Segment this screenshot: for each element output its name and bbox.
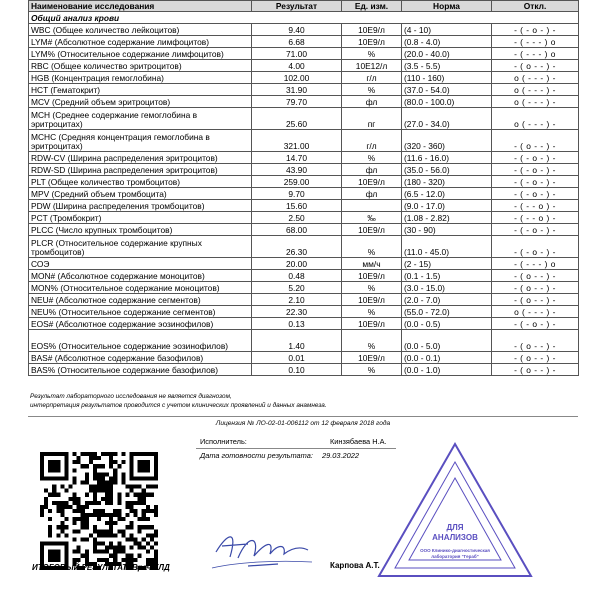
stamp-text-1: ДЛЯ: [446, 523, 464, 532]
cell-norm: (2 - 15): [402, 258, 492, 270]
cell-unit: %: [342, 152, 402, 164]
header-unit: Ед. изм.: [342, 1, 402, 12]
cell-unit: 10E9/л: [342, 36, 402, 48]
cell-result: 15.60: [252, 200, 342, 212]
table-row: [29, 60, 579, 72]
results-table: [28, 0, 579, 376]
cell-unit: 10E9/л: [342, 318, 402, 330]
cell-name: RDW-SD (Ширина распределения эритроцитов): [29, 164, 252, 176]
cell-norm: (80.0 - 100.0): [402, 96, 492, 108]
cell-name: MON# (Абсолютное содержание моноцитов): [29, 270, 252, 282]
cell-flag: - ( - - - ) o: [492, 258, 579, 270]
table-row: [29, 176, 579, 188]
cell-norm: (3.5 - 5.5): [402, 60, 492, 72]
cell-result: 0.13: [252, 318, 342, 330]
cell-unit: %: [342, 306, 402, 318]
cell-unit: 10E9/л: [342, 294, 402, 306]
cell-flag: - ( - - o ) -: [492, 200, 579, 212]
cell-unit: %: [342, 48, 402, 60]
cell-norm: (35.0 - 56.0): [402, 164, 492, 176]
table-row: [29, 294, 579, 306]
table-row: [29, 96, 579, 108]
cell-norm: (20.0 - 40.0): [402, 48, 492, 60]
cell-flag: o ( - - - ) -: [492, 306, 579, 318]
header-result: Результат: [252, 1, 342, 12]
cell-norm: (6.5 - 12.0): [402, 188, 492, 200]
cell-norm: (27.0 - 34.0): [402, 108, 492, 130]
cell-norm: (30 - 90): [402, 224, 492, 236]
cell-flag: o ( - - - ) -: [492, 108, 579, 130]
header-flag: Откл.: [492, 1, 579, 12]
table-row: [29, 152, 579, 164]
cell-flag: - ( o - - ) -: [492, 60, 579, 72]
cell-norm: (37.0 - 54.0): [402, 84, 492, 96]
cell-name: MCH (Среднее содержание гемоглобина в эритроцитах): [29, 108, 252, 130]
cell-flag: - ( - o - ) -: [492, 188, 579, 200]
cell-result: 2.10: [252, 294, 342, 306]
cell-result: 4.00: [252, 60, 342, 72]
cell-flag: - ( o - - ) -: [492, 364, 579, 376]
qr-code: [40, 452, 158, 570]
cell-result: 0.01: [252, 352, 342, 364]
table-row: [29, 84, 579, 96]
cell-name: HGB (Концентрация гемоглобина): [29, 72, 252, 84]
header-norm: Норма: [402, 1, 492, 12]
cell-norm: (2.0 - 7.0): [402, 294, 492, 306]
disclaimer-line-1: Результат лабораторного исследования не является диагнозом,: [30, 393, 232, 400]
table-header-row: [29, 1, 579, 12]
table-row: [29, 48, 579, 60]
cell-name: LYM# (Абсолютное содержание лимфоцитов): [29, 36, 252, 48]
cell-unit: фл: [342, 188, 402, 200]
cell-flag: - ( o - - ) -: [492, 294, 579, 306]
cell-unit: 10E9/л: [342, 224, 402, 236]
cell-result: 0.10: [252, 364, 342, 376]
cell-unit: 10E9/л: [342, 24, 402, 36]
doctor-name: Карпова А.Т.: [330, 561, 380, 570]
cell-result: 0.48: [252, 270, 342, 282]
table-row: [29, 36, 579, 48]
table-row: [29, 212, 579, 224]
ready-date-value: 29.03.2022: [322, 451, 359, 460]
cell-norm: (0.0 - 1.0): [402, 364, 492, 376]
cell-unit: пг: [342, 108, 402, 130]
cell-norm: (0.0 - 0.1): [402, 352, 492, 364]
disclaimer-line-2: интерпретация результатов проводится с учетом клинических проявлений и данных анамнеза.: [30, 402, 327, 409]
lab-stamp: [375, 440, 535, 580]
cell-result: 6.68: [252, 36, 342, 48]
cell-unit: %: [342, 84, 402, 96]
cell-flag: - ( o - - ) -: [492, 352, 579, 364]
stamp-text-4: лаборатория "Гераб": [431, 554, 479, 559]
table-row: [29, 258, 579, 270]
table-row: [29, 236, 579, 258]
cell-norm: (55.0 - 72.0): [402, 306, 492, 318]
cell-unit: %: [342, 236, 402, 258]
cell-norm: (0.8 - 4.0): [402, 36, 492, 48]
cell-name: PCT (Тромбокрит): [29, 212, 252, 224]
cell-norm: (9.0 - 17.0): [402, 200, 492, 212]
table-row: [29, 224, 579, 236]
cell-unit: 10E9/л: [342, 352, 402, 364]
cell-flag: o ( - - - ) -: [492, 84, 579, 96]
cell-flag: - ( o - - ) -: [492, 330, 579, 352]
table-row: [29, 108, 579, 130]
cell-name: СОЭ: [29, 258, 252, 270]
cell-unit: фл: [342, 164, 402, 176]
cell-norm: (4 - 10): [402, 24, 492, 36]
table-row: [29, 188, 579, 200]
ready-date-label: Дата готовности результата:: [200, 451, 313, 460]
cell-unit: г/л: [342, 72, 402, 84]
cell-result: 79.70: [252, 96, 342, 108]
cell-flag: - ( - o - ) -: [492, 152, 579, 164]
cell-norm: (0.1 - 1.5): [402, 270, 492, 282]
stamp-text-3: ООО Клинико-диагностическая: [420, 548, 490, 553]
cell-flag: - ( - o - ) -: [492, 24, 579, 36]
cell-flag: - ( - o - ) -: [492, 176, 579, 188]
cell-name: PDW (Ширина распределения тромбоцитов): [29, 200, 252, 212]
license-text: Лицензия № ЛО-02-01-006112 от 12 февраля 2018 года: [215, 420, 391, 427]
cell-norm: (11.6 - 16.0): [402, 152, 492, 164]
cell-name: PLT (Общее количество тромбоцитов): [29, 176, 252, 188]
cell-name: MCHC (Средняя концентрация гемоглобина в эритроцитах): [29, 130, 252, 152]
cell-flag: - ( o - - ) -: [492, 282, 579, 294]
cell-result: 321.00: [252, 130, 342, 152]
cell-result: 259.00: [252, 176, 342, 188]
cell-name: PLCR (Относительное содержание крупных тромбоцитов): [29, 236, 252, 258]
header-name: Наименование исследования: [29, 1, 252, 12]
cell-norm: (3.0 - 15.0): [402, 282, 492, 294]
cell-norm: (0.0 - 5.0): [402, 330, 492, 352]
cell-flag: - ( o - - ) -: [492, 130, 579, 152]
cell-name: MON% (Относительное содержание моноцитов): [29, 282, 252, 294]
cell-result: 20.00: [252, 258, 342, 270]
cell-unit: %: [342, 364, 402, 376]
cell-name: HCT (Гематокрит): [29, 84, 252, 96]
cell-name: EOS# (Абсолютное содержание эозинофилов): [29, 318, 252, 330]
cell-result: 22.30: [252, 306, 342, 318]
cell-unit: 10E9/л: [342, 176, 402, 188]
cell-norm: (1.08 - 2.82): [402, 212, 492, 224]
cell-name: BAS# (Абсолютное содержание базофилов): [29, 352, 252, 364]
cell-unit: %: [342, 282, 402, 294]
cell-norm: (180 - 320): [402, 176, 492, 188]
cell-norm: (0.0 - 0.5): [402, 318, 492, 330]
table-row: [29, 200, 579, 212]
signature: [208, 522, 318, 572]
cell-result: 43.90: [252, 164, 342, 176]
table-row: [29, 364, 579, 376]
cell-name: BAS% (Относительное содержание базофилов): [29, 364, 252, 376]
cell-unit: мм/ч: [342, 258, 402, 270]
cell-unit: ‰: [342, 212, 402, 224]
cell-flag: - ( - - - ) o: [492, 36, 579, 48]
table-row: [29, 130, 579, 152]
cell-name: RDW-CV (Ширина распределения эритроцитов): [29, 152, 252, 164]
table-row: [29, 164, 579, 176]
cell-flag: o ( - - - ) -: [492, 96, 579, 108]
table-row: [29, 330, 579, 352]
cell-result: 14.70: [252, 152, 342, 164]
cell-name: RBC (Общее количество эритроцитов): [29, 60, 252, 72]
table-row: [29, 24, 579, 36]
section-row: [29, 12, 579, 24]
cell-flag: - ( - - - ) o: [492, 48, 579, 60]
cell-result: 25.60: [252, 108, 342, 130]
cell-unit: г/л: [342, 130, 402, 152]
divider: [28, 416, 578, 417]
cell-flag: - ( - - o ) -: [492, 212, 579, 224]
cell-unit: фл: [342, 96, 402, 108]
executor-label: Исполнитель:: [200, 437, 247, 446]
cell-result: 68.00: [252, 224, 342, 236]
table-row: [29, 270, 579, 282]
cell-name: LYM% (Относительное содержание лимфоцитов): [29, 48, 252, 60]
cell-result: 9.70: [252, 188, 342, 200]
cell-unit: %: [342, 330, 402, 352]
cell-flag: - ( - o - ) -: [492, 236, 579, 258]
table-row: [29, 72, 579, 84]
cell-result: 9.40: [252, 24, 342, 36]
cell-norm: (110 - 160): [402, 72, 492, 84]
cell-result: 5.20: [252, 282, 342, 294]
stamp-text-2: АНАЛИЗОВ: [432, 533, 478, 542]
cell-name: EOS% (Относительное содержание эозинофилов): [29, 330, 252, 352]
cell-name: WBC (Общее количество лейкоцитов): [29, 24, 252, 36]
cell-name: NEU# (Абсолютное содержание сегментов): [29, 294, 252, 306]
cell-name: NEU% (Относительное содержание сегментов): [29, 306, 252, 318]
cell-flag: o ( - - - ) -: [492, 72, 579, 84]
table-row: [29, 306, 579, 318]
cell-unit: 10E9/л: [342, 270, 402, 282]
cell-result: 26.30: [252, 236, 342, 258]
cell-result: 71.00: [252, 48, 342, 60]
cell-norm: (320 - 360): [402, 130, 492, 152]
table-row: [29, 352, 579, 364]
cell-result: 2.50: [252, 212, 342, 224]
executor-underline: [196, 448, 396, 449]
final-result-label: ИТОГОВЫЙ РЕЗУЛЬТАТ: Врач КЛД: [32, 563, 170, 572]
cell-flag: - ( - o - ) -: [492, 318, 579, 330]
cell-result: 1.40: [252, 330, 342, 352]
cell-name: MCV (Средний объем эритроцитов): [29, 96, 252, 108]
table-row: [29, 318, 579, 330]
cell-name: MPV (Средний объем тромбоцита): [29, 188, 252, 200]
cell-result: 102.00: [252, 72, 342, 84]
cell-unit: [342, 200, 402, 212]
cell-flag: - ( o - - ) -: [492, 270, 579, 282]
section-title: Общий анализ крови: [29, 12, 579, 24]
cell-result: 31.90: [252, 84, 342, 96]
table-row: [29, 282, 579, 294]
cell-unit: 10E12/л: [342, 60, 402, 72]
cell-norm: (11.0 - 45.0): [402, 236, 492, 258]
cell-name: PLCC (Число крупных тромбоцитов): [29, 224, 252, 236]
cell-flag: - ( - o - ) -: [492, 224, 579, 236]
cell-flag: - ( - o - ) -: [492, 164, 579, 176]
executor-name: Кинзябаева Н.А.: [330, 437, 387, 446]
